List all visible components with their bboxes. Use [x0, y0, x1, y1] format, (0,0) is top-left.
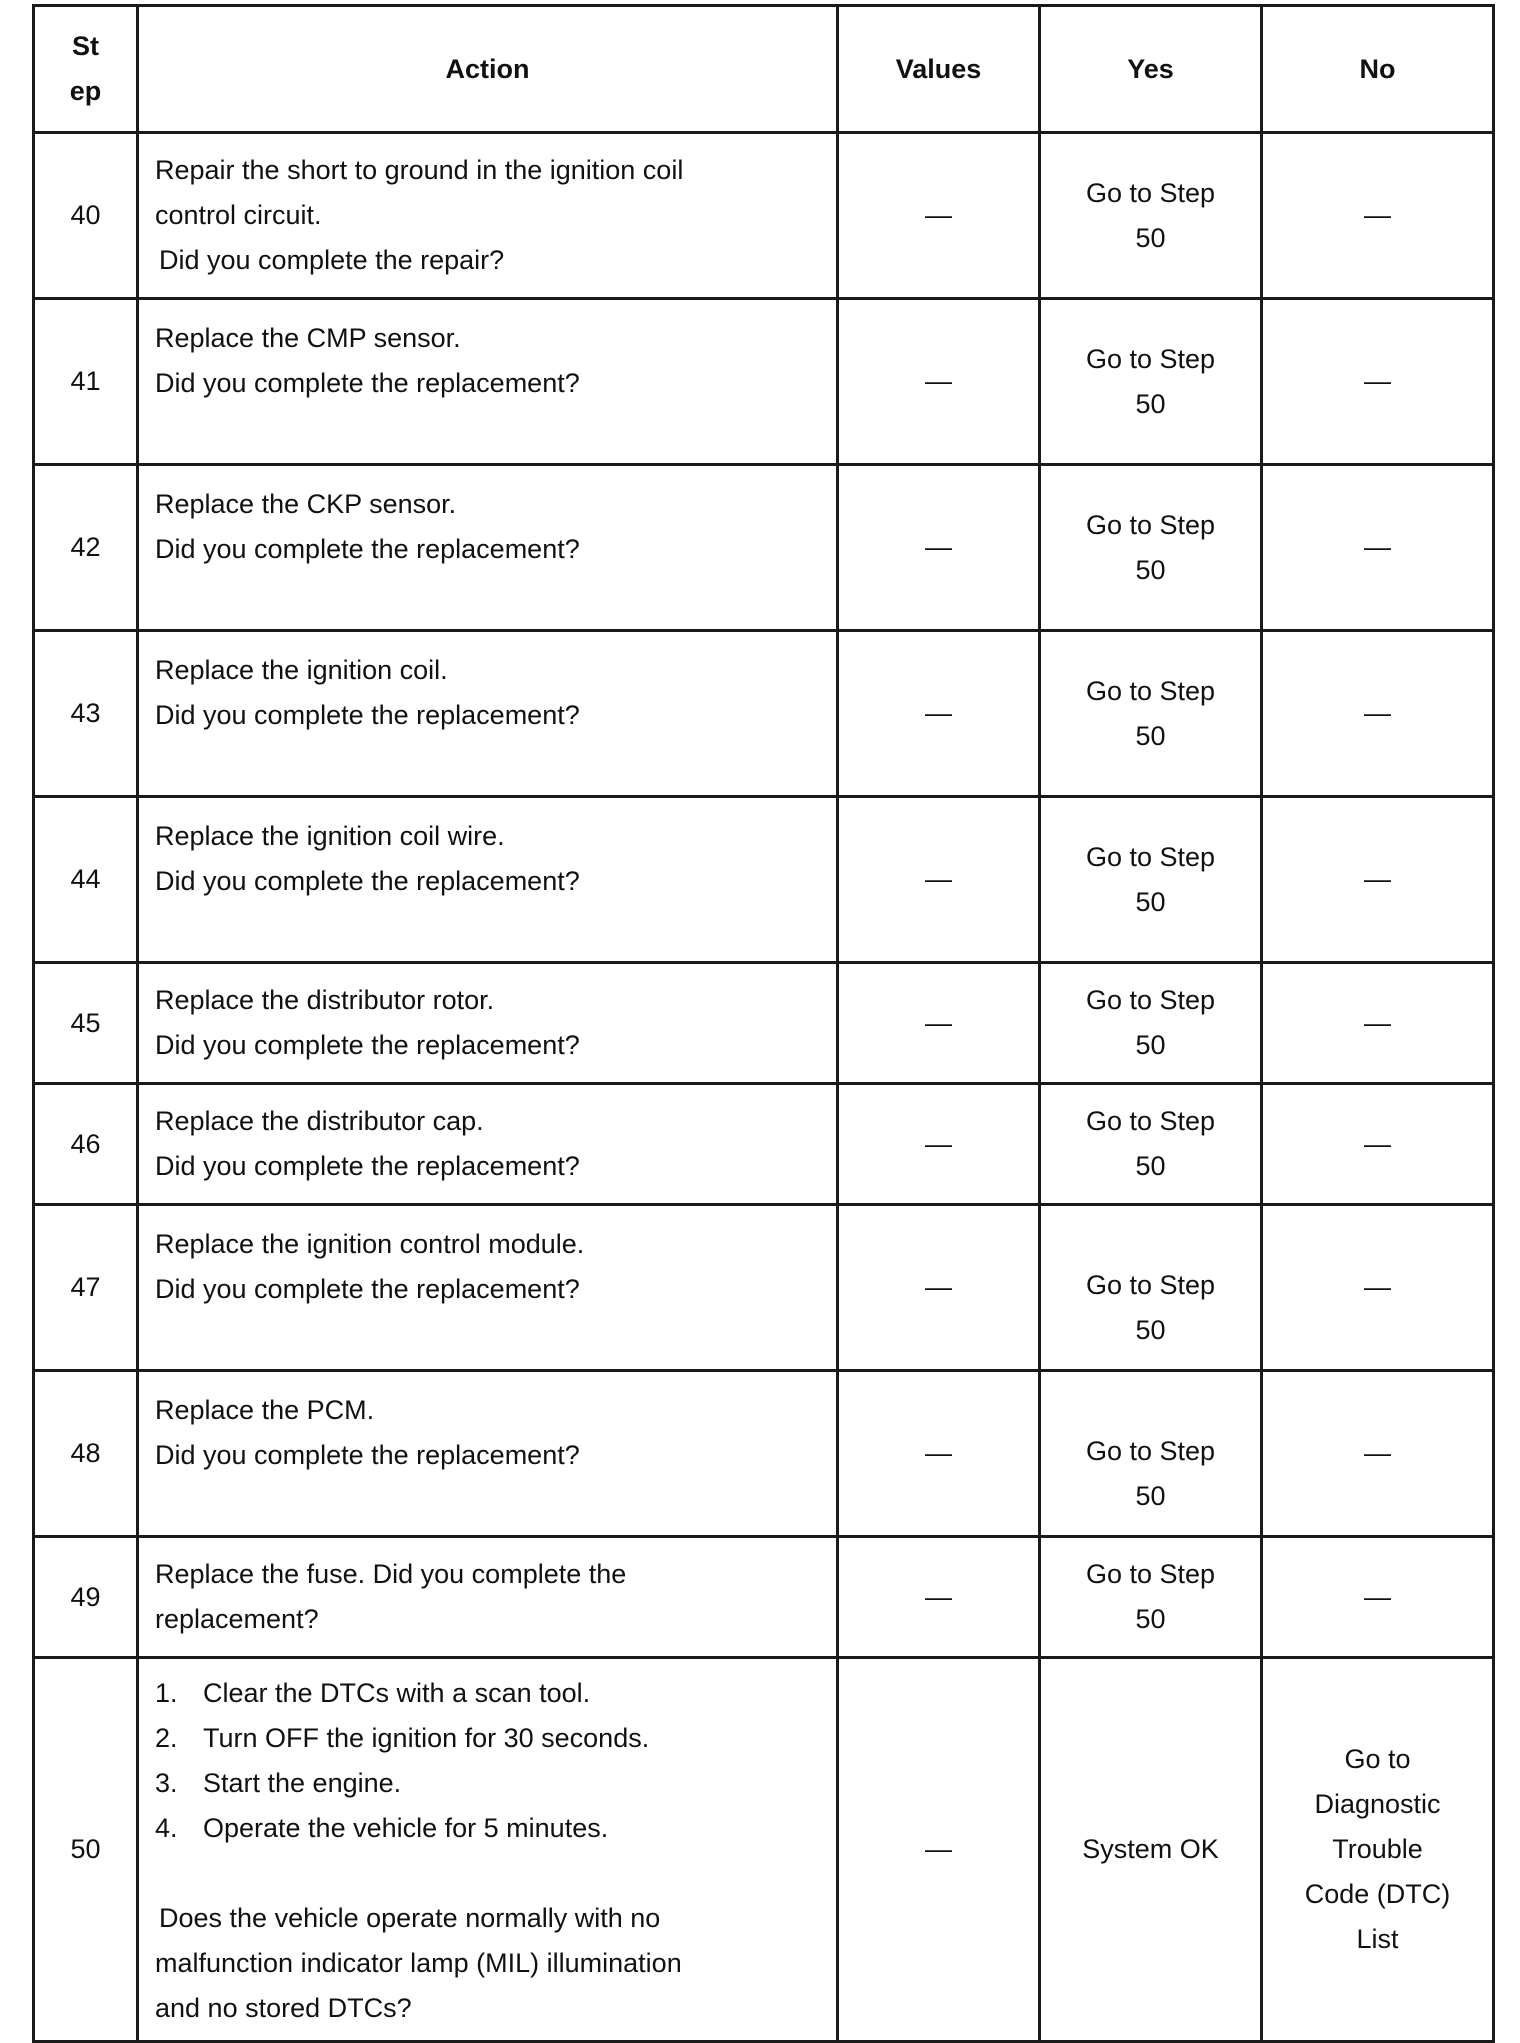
step-number: 50 — [34, 1658, 138, 2042]
action-line: control circuit. — [155, 200, 322, 230]
yes-line: 50 — [1135, 720, 1166, 751]
action-cell — [138, 299, 838, 465]
yes-cell — [1040, 133, 1262, 299]
action-line: Replace the CKP sensor. — [155, 489, 457, 519]
list-item — [155, 1806, 828, 1851]
yes-cell — [1040, 797, 1262, 963]
no-cell — [1262, 1658, 1494, 2042]
header-action: Action — [138, 6, 838, 133]
table-row — [34, 797, 1494, 963]
step-number: 48 — [34, 1371, 138, 1537]
action-line: replacement? — [155, 1604, 319, 1634]
action-line: Replace the ignition coil. — [155, 655, 448, 685]
header-step — [34, 6, 138, 133]
yes-line: 50 — [1135, 1604, 1166, 1634]
action-cell — [138, 465, 838, 631]
no-cell: — — [1262, 1084, 1494, 1205]
yes-line: Go to Step — [1085, 841, 1216, 872]
no-cell: — — [1262, 465, 1494, 631]
header-values: Values — [838, 6, 1040, 133]
values-cell: — — [838, 963, 1040, 1084]
yes-cell — [1040, 1537, 1262, 1658]
action-line: Repair the short to ground in the ignition coil — [155, 155, 684, 185]
yes-cell — [1040, 1084, 1262, 1205]
action-line: Did you complete the replacement? — [155, 1151, 580, 1181]
yes-line: 50 — [1135, 1030, 1166, 1060]
action-cell — [138, 631, 838, 797]
step-number: 46 — [34, 1084, 138, 1205]
question-line: and no stored DTCs? — [155, 1993, 412, 2023]
table-row — [34, 299, 1494, 465]
yes-line: Go to Step — [1085, 985, 1216, 1015]
yes-line: 50 — [1135, 1480, 1166, 1511]
procedure-list — [155, 1671, 828, 1851]
step-number: 43 — [34, 631, 138, 797]
list-item-text: Turn OFF the ignition for 30 seconds. — [203, 1723, 650, 1753]
question-line: Does the vehicle operate normally with no — [159, 1903, 661, 1933]
yes-line: 50 — [1135, 886, 1166, 917]
no-line: List — [1356, 1924, 1399, 1954]
list-item-text: Start the engine. — [203, 1768, 402, 1798]
step-number: 42 — [34, 465, 138, 631]
yes-line: Go to Step — [1085, 509, 1216, 540]
action-line: Replace the PCM. — [155, 1395, 375, 1425]
action-line: Replace the distributor rotor. — [155, 985, 495, 1015]
no-line: Trouble — [1332, 1834, 1423, 1864]
action-cell — [138, 133, 838, 299]
list-item-number: 3. — [155, 1768, 178, 1798]
table-row — [34, 631, 1494, 797]
list-item — [155, 1716, 828, 1761]
no-cell: — — [1262, 631, 1494, 797]
yes-line: Go to Step — [1085, 675, 1216, 706]
table-row — [34, 1537, 1494, 1658]
yes-line: 50 — [1135, 1151, 1166, 1181]
list-item — [155, 1671, 828, 1716]
yes-line: 50 — [1135, 554, 1166, 585]
values-cell: — — [838, 797, 1040, 963]
action-line: Did you complete the replacement? — [155, 1030, 580, 1060]
step-number: 44 — [34, 797, 138, 963]
header-step-line1: St — [72, 31, 99, 61]
table-row-final — [34, 1658, 1494, 2042]
yes-line: Go to Step — [1085, 1106, 1216, 1136]
header-yes: Yes — [1040, 6, 1262, 133]
action-line: Did you complete the replacement? — [155, 866, 580, 896]
action-cell — [138, 1658, 838, 2042]
no-cell: — — [1262, 797, 1494, 963]
table-row — [34, 963, 1494, 1084]
no-cell: — — [1262, 133, 1494, 299]
table-row — [34, 1084, 1494, 1205]
yes-line: Go to Step — [1085, 343, 1216, 374]
list-item-number: 4. — [155, 1813, 178, 1843]
yes-line: Go to Step — [1085, 1435, 1216, 1466]
diagnostic-table — [32, 4, 1495, 2043]
no-line: Diagnostic — [1314, 1789, 1441, 1819]
values-cell: — — [838, 465, 1040, 631]
list-item-number: 2. — [155, 1723, 178, 1753]
list-item-text: Operate the vehicle for 5 minutes. — [203, 1813, 609, 1843]
values-cell: — — [838, 1084, 1040, 1205]
yes-line: 50 — [1135, 222, 1166, 253]
no-cell: — — [1262, 1371, 1494, 1537]
header-no: No — [1262, 6, 1494, 133]
yes-cell — [1040, 1205, 1262, 1371]
step-number: 40 — [34, 133, 138, 299]
no-line: Code (DTC) — [1304, 1879, 1451, 1909]
step-number: 41 — [34, 299, 138, 465]
table-row — [34, 1205, 1494, 1371]
yes-cell — [1040, 465, 1262, 631]
action-line: Replace the ignition control module. — [155, 1229, 585, 1259]
yes-line: Go to Step — [1085, 1559, 1216, 1589]
list-item-text: Clear the DTCs with a scan tool. — [203, 1678, 591, 1708]
question-line: malfunction indicator lamp (MIL) illumination — [155, 1948, 682, 1978]
action-line: Replace the ignition coil wire. — [155, 821, 505, 851]
no-line: Go to — [1344, 1744, 1411, 1774]
table-row — [34, 465, 1494, 631]
no-cell: — — [1262, 963, 1494, 1084]
action-line: Replace the fuse. Did you complete the — [155, 1559, 627, 1589]
action-cell — [138, 963, 838, 1084]
no-cell: — — [1262, 299, 1494, 465]
yes-cell — [1040, 631, 1262, 797]
step-number: 45 — [34, 963, 138, 1084]
action-cell — [138, 1537, 838, 1658]
no-cell: — — [1262, 1205, 1494, 1371]
yes-cell — [1040, 963, 1262, 1084]
action-line: Did you complete the replacement? — [155, 1274, 580, 1304]
action-cell — [138, 797, 838, 963]
list-item — [155, 1761, 828, 1806]
action-line: Did you complete the replacement? — [155, 1440, 580, 1470]
action-line: Replace the distributor cap. — [155, 1106, 484, 1136]
action-cell — [138, 1084, 838, 1205]
yes-line: 50 — [1135, 388, 1166, 419]
yes-line: 50 — [1135, 1314, 1166, 1345]
values-cell: — — [838, 299, 1040, 465]
no-cell: — — [1262, 1537, 1494, 1658]
step-number: 47 — [34, 1205, 138, 1371]
yes-cell — [1040, 1371, 1262, 1537]
values-cell: — — [838, 1371, 1040, 1537]
header-step-line2: ep — [69, 76, 102, 106]
action-cell — [138, 1371, 838, 1537]
action-line: Did you complete the replacement? — [155, 534, 580, 564]
values-cell: — — [838, 1537, 1040, 1658]
action-line: Did you complete the replacement? — [155, 368, 580, 398]
table-row — [34, 1371, 1494, 1537]
table-row — [34, 133, 1494, 299]
action-cell — [138, 1205, 838, 1371]
action-line: Did you complete the replacement? — [155, 700, 580, 730]
values-cell: — — [838, 631, 1040, 797]
step-number: 49 — [34, 1537, 138, 1658]
values-cell: — — [838, 133, 1040, 299]
values-cell: — — [838, 1205, 1040, 1371]
list-item-number: 1. — [155, 1678, 178, 1708]
action-line: Did you complete the repair? — [159, 245, 505, 275]
yes-line: Go to Step — [1085, 1269, 1216, 1300]
yes-cell: System OK — [1040, 1658, 1262, 2042]
yes-cell — [1040, 299, 1262, 465]
values-cell: — — [838, 1658, 1040, 2042]
yes-line: Go to Step — [1085, 177, 1216, 208]
action-line: Replace the CMP sensor. — [155, 323, 461, 353]
header-row — [34, 6, 1494, 133]
